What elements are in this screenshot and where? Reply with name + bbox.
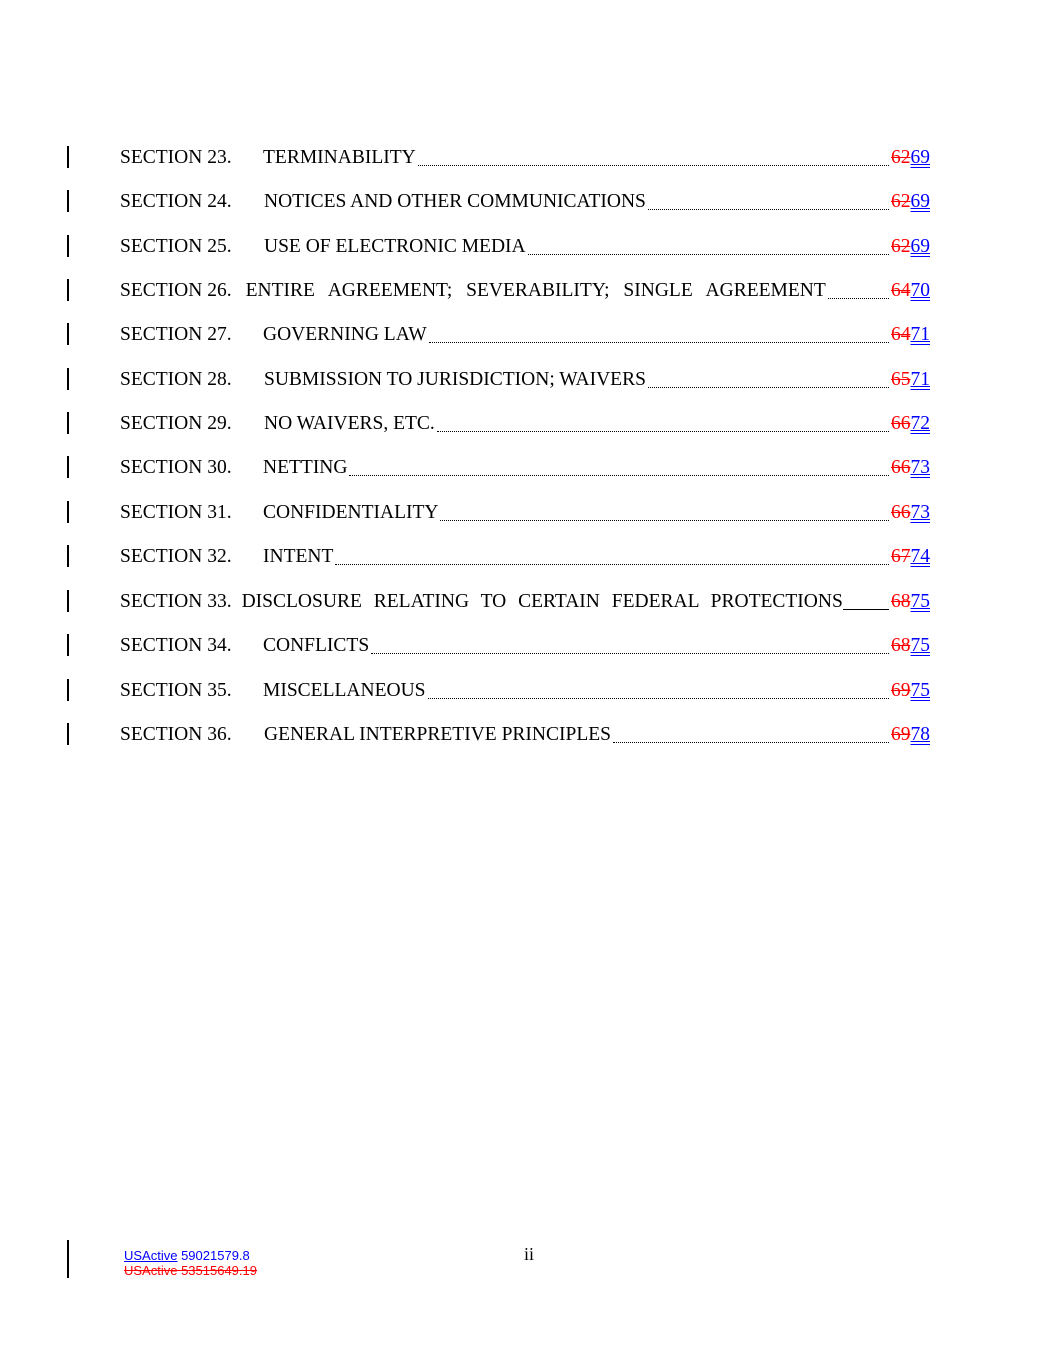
dot-leader xyxy=(843,609,889,610)
toc-entry-35[interactable] xyxy=(120,677,930,703)
dot-leader xyxy=(429,342,889,343)
change-bar xyxy=(67,368,69,390)
section-number: SECTION 35. xyxy=(120,680,232,701)
deleted-document-id: USActive 53515649.19 xyxy=(124,1263,257,1278)
page-reference xyxy=(891,412,930,436)
change-bar xyxy=(67,456,69,478)
deleted-page: 66 xyxy=(891,413,911,434)
toc-entry-32[interactable] xyxy=(120,543,930,569)
section-number: SECTION 34. xyxy=(120,635,232,656)
dot-leader xyxy=(349,475,889,476)
inserted-doc-number: 59021579.8 xyxy=(177,1248,250,1263)
dot-leader xyxy=(335,564,889,565)
toc-entry-26[interactable] xyxy=(120,277,930,303)
page-reference xyxy=(891,279,930,303)
dot-leader xyxy=(371,653,889,654)
inserted-document-id xyxy=(124,1248,257,1263)
document-id-footer xyxy=(124,1248,257,1278)
toc-entry-36[interactable] xyxy=(120,721,930,747)
inserted-page[interactable]: 71 xyxy=(910,369,930,390)
change-bar xyxy=(67,1240,69,1278)
deleted-page: 64 xyxy=(891,280,911,301)
section-number: SECTION 32. xyxy=(120,546,232,567)
dot-leader xyxy=(613,742,889,743)
inserted-page[interactable]: 73 xyxy=(910,502,930,523)
section-number: SECTION 31. xyxy=(120,502,232,523)
change-bar xyxy=(67,235,69,257)
page-reference xyxy=(891,146,930,170)
page-reference xyxy=(891,235,930,259)
change-bar xyxy=(67,590,69,612)
page-number: ii xyxy=(524,1244,535,1264)
inserted-page[interactable]: 75 xyxy=(910,635,930,656)
section-number: SECTION 26. xyxy=(120,280,232,301)
inserted-page[interactable]: 73 xyxy=(910,457,930,478)
toc-entry-34[interactable] xyxy=(120,632,930,658)
change-bar xyxy=(67,146,69,168)
page-reference xyxy=(891,456,930,480)
inserted-page[interactable]: 78 xyxy=(910,724,930,745)
change-bar xyxy=(67,323,69,345)
inserted-page[interactable]: 70 xyxy=(910,280,930,301)
section-number: SECTION 24. xyxy=(120,191,232,212)
section-number: SECTION 29. xyxy=(120,413,232,434)
section-title: ENTIRE AGREEMENT; SEVERABILITY; SINGLE AGREEMENT xyxy=(245,280,826,301)
page-reference xyxy=(891,545,930,569)
inserted-page[interactable]: 72 xyxy=(910,413,930,434)
section-number: SECTION 30. xyxy=(120,457,232,478)
deleted-page: 67 xyxy=(891,546,911,567)
dot-leader xyxy=(648,387,889,388)
section-title: DISCLOSURE RELATING TO CERTAIN FEDERAL PROTECTIONS xyxy=(241,591,843,612)
page-reference xyxy=(891,723,930,747)
section-title: USE OF ELECTRONIC MEDIA xyxy=(264,236,526,257)
page-reference xyxy=(891,323,930,347)
section-number: SECTION 27. xyxy=(120,324,232,345)
dot-leader xyxy=(648,209,889,210)
change-bar xyxy=(67,545,69,567)
page-reference xyxy=(891,634,930,658)
toc-entry-31[interactable] xyxy=(120,499,930,525)
deleted-page: 65 xyxy=(891,369,911,390)
dot-leader xyxy=(437,431,889,432)
section-number: SECTION 28. xyxy=(120,369,232,390)
deleted-page: 62 xyxy=(891,236,911,257)
deleted-page: 69 xyxy=(891,680,911,701)
section-number: SECTION 36. xyxy=(120,724,232,745)
deleted-page: 62 xyxy=(891,191,911,212)
dot-leader xyxy=(828,298,889,299)
change-bar xyxy=(67,634,69,656)
page-reference xyxy=(891,368,930,392)
toc-entry-24[interactable] xyxy=(120,188,930,214)
inserted-page[interactable]: 69 xyxy=(910,191,930,212)
toc-entry-33[interactable] xyxy=(120,588,930,614)
toc-entry-27[interactable] xyxy=(120,321,930,347)
change-bar xyxy=(67,501,69,523)
change-bar xyxy=(67,412,69,434)
change-bar xyxy=(67,190,69,212)
dot-leader xyxy=(428,698,889,699)
section-number: SECTION 23. xyxy=(120,147,232,168)
section-title: TERMINABILITY xyxy=(263,147,416,168)
dot-leader xyxy=(528,254,889,255)
inserted-page[interactable]: 69 xyxy=(910,236,930,257)
deleted-page: 69 xyxy=(891,724,911,745)
inserted-page[interactable]: 69 xyxy=(910,147,930,168)
change-bar xyxy=(67,279,69,301)
deleted-page: 66 xyxy=(891,502,911,523)
inserted-page[interactable]: 71 xyxy=(910,324,930,345)
deleted-page: 66 xyxy=(891,457,911,478)
section-number: SECTION 25. xyxy=(120,236,232,257)
dot-leader xyxy=(440,520,889,521)
deleted-page: 68 xyxy=(891,635,911,656)
inserted-doc-prefix: USActive xyxy=(124,1248,178,1263)
inserted-page[interactable]: 74 xyxy=(910,546,930,567)
section-title: SUBMISSION TO JURISDICTION; WAIVERS xyxy=(264,369,646,390)
section-title: GENERAL INTERPRETIVE PRINCIPLES xyxy=(264,724,612,745)
toc-entry-29[interactable] xyxy=(120,410,930,436)
section-title: NETTING xyxy=(263,457,348,478)
toc-entry-25[interactable] xyxy=(120,233,930,259)
section-title: GOVERNING LAW xyxy=(263,324,427,345)
deleted-page: 68 xyxy=(891,591,911,612)
change-bar xyxy=(67,679,69,701)
section-number: SECTION 33. xyxy=(120,591,232,612)
section-title: NOTICES AND OTHER COMMUNICATIONS xyxy=(264,191,646,212)
page-reference xyxy=(891,190,930,214)
toc-entry-30[interactable] xyxy=(120,454,930,480)
page-reference xyxy=(891,501,930,525)
page-reference xyxy=(891,679,930,703)
dot-leader xyxy=(418,165,889,166)
deleted-page: 64 xyxy=(891,324,911,345)
deleted-page: 62 xyxy=(891,147,911,168)
section-title: NO WAIVERS, ETC. xyxy=(264,413,435,434)
inserted-page[interactable]: 75 xyxy=(910,591,930,612)
toc-entry-28[interactable] xyxy=(120,366,930,392)
section-title: CONFLICTS xyxy=(263,635,370,656)
change-bar xyxy=(67,723,69,745)
section-title: CONFIDENTIALITY xyxy=(263,502,439,523)
page-reference xyxy=(891,590,930,614)
toc-entry-23[interactable] xyxy=(120,144,930,170)
inserted-page[interactable]: 75 xyxy=(910,680,930,701)
section-title: INTENT xyxy=(263,546,334,567)
section-title: MISCELLANEOUS xyxy=(263,680,426,701)
